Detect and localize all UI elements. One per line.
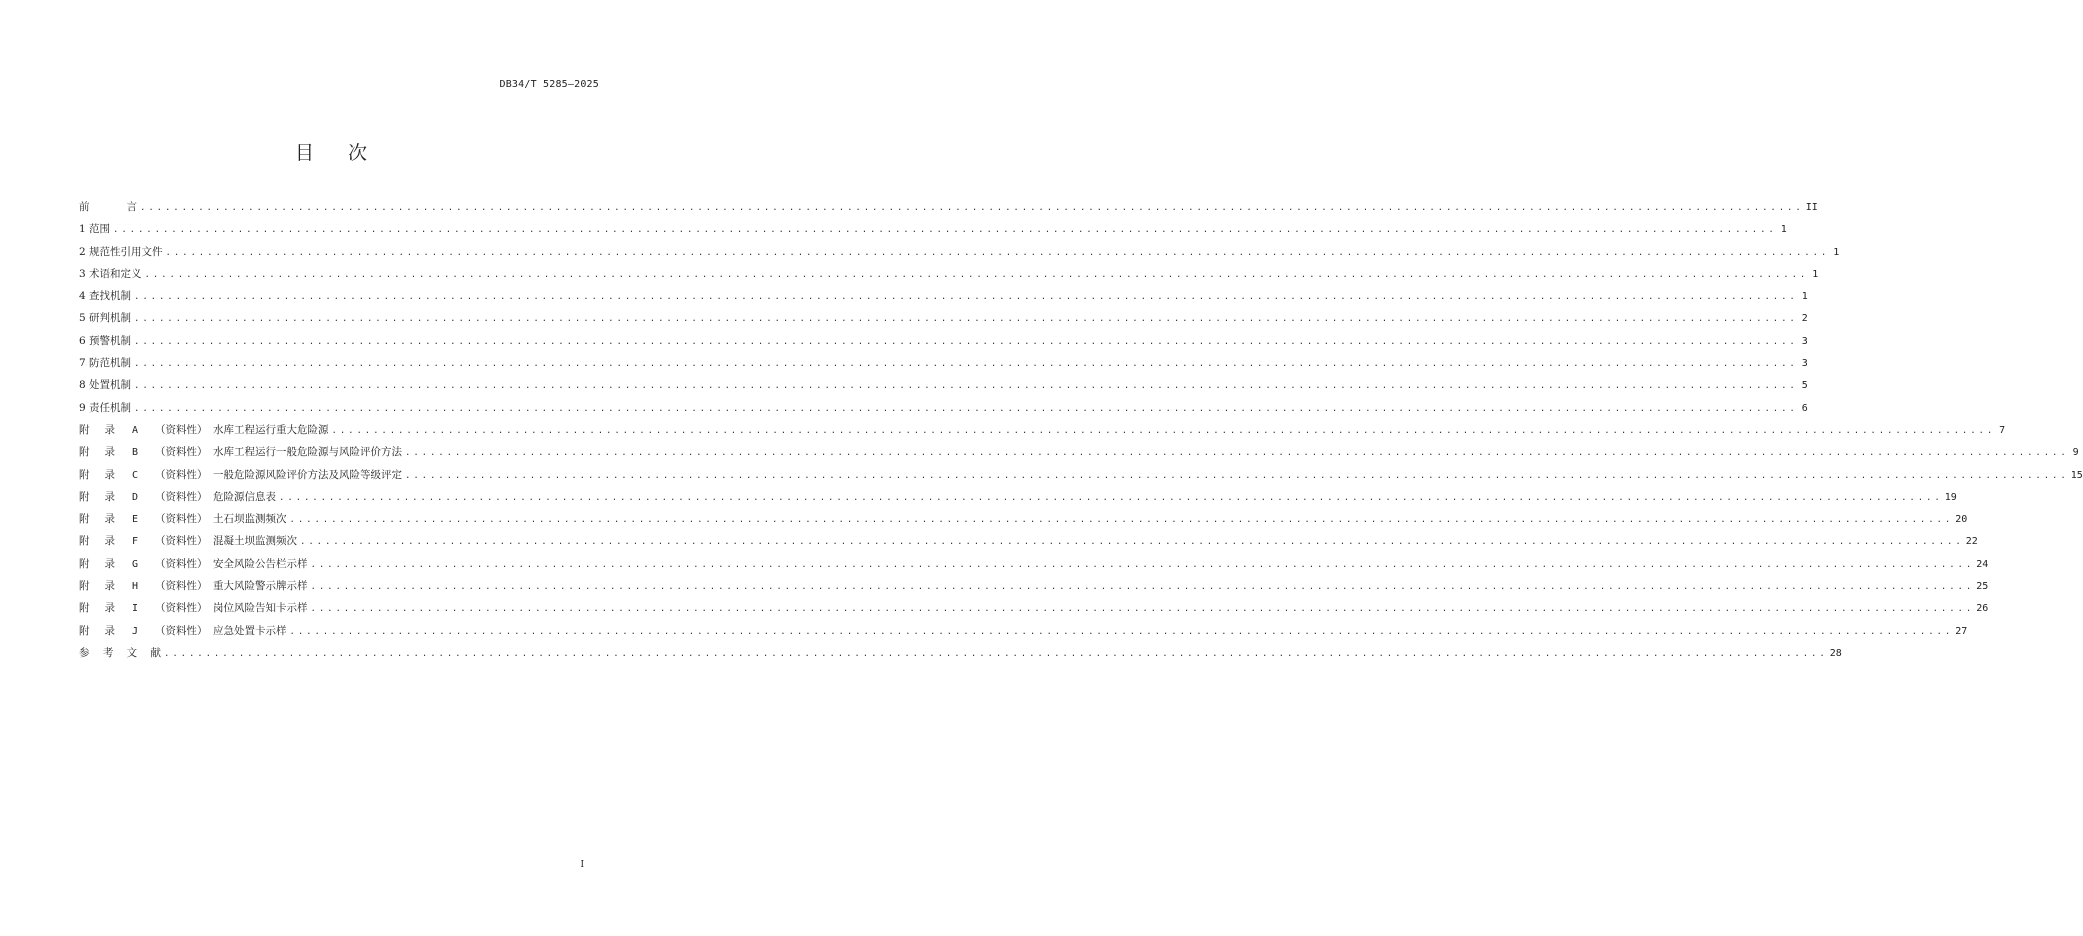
appendix-title: 重大风险警示牌示样 [213,580,308,593]
appendix-word: 附 录 [79,535,115,548]
toc-entry-section[interactable] [79,221,1787,243]
toc-entry-appendix[interactable] [79,556,1989,578]
appendix-letter: C [131,469,139,481]
toc-page-number: 5 [1801,380,1808,392]
appendix-letter: H [131,581,139,593]
title-char-2: 次 [348,142,368,164]
toc-entry-appendix[interactable] [79,533,1978,555]
appendix-type: （资料性） [155,624,208,637]
toc-label [79,444,402,459]
toc-page-number: 6 [1801,402,1808,414]
toc-page-number: 28 [1829,647,1842,659]
appendix-word: 附 录 [79,468,115,481]
toc-entry-appendix[interactable] [79,467,2083,489]
toc-label: 7 防范机制 [79,357,132,370]
toc-label [79,578,308,593]
appendix-type: （资料性） [155,580,208,593]
appendix-title: 危险源信息表 [213,490,276,503]
doc-code: DB34/T 5285—2025 [499,79,599,90]
appendix-type: （资料性） [155,423,208,436]
appendix-type: （资料性） [155,513,208,526]
toc-entry-appendix[interactable] [79,623,1968,645]
dot-leader: ........................................................................................................................................................................................................ [310,559,1975,570]
toc-entry-appendix[interactable] [79,511,1968,533]
toc-entry-section[interactable] [79,355,1808,377]
dot-leader: ........................................................................................................................................................................................................ [144,269,1809,280]
toc-entry-section[interactable] [79,333,1808,355]
toc-page-number: 25 [1976,581,1989,593]
toc-page-number: 26 [1976,603,1989,615]
appendix-letter: I [131,603,139,615]
dot-leader: ........................................................................................................................................................................................................ [134,359,1798,370]
dot-leader: ........................................................................................................................................................................................................ [134,381,1798,392]
toc-label: 4 查找机制 [79,290,132,303]
page-number: I [580,860,584,870]
appendix-type: （资料性） [155,557,208,570]
dot-leader: ........................................................................................................................................................................................................ [405,470,2069,481]
toc-page-number: 1 [1780,224,1787,236]
toc-entry-section[interactable] [79,400,1808,422]
toc-label: 3 术语和定义 [79,267,142,280]
toc-entry-appendix[interactable] [79,444,2079,466]
appendix-word: 附 录 [79,490,115,503]
toc-entry-section[interactable] [79,244,1840,266]
dot-leader: ........................................................................................................................................................................................................ [164,648,1828,659]
dot-leader: ........................................................................................................................................................................................................ [279,492,1943,503]
dot-leader: ........................................................................................................................................................................................................ [165,247,1830,258]
appendix-type: （资料性） [155,535,208,548]
appendix-title: 一般危险源风险评价方法及风险等级评定 [213,468,402,481]
appendix-word: 附 录 [79,557,115,570]
appendix-title: 应急处置卡示样 [213,624,287,637]
toc-label: 参 考 文 献 [79,646,161,659]
appendix-word: 附 录 [79,446,115,459]
appendix-letter: F [131,536,139,548]
appendix-title: 土石坝监测频次 [213,513,287,526]
appendix-letter: A [131,424,139,436]
dot-leader: ........................................................................................................................................................................................................ [310,604,1975,615]
toc-label [79,556,308,571]
dot-leader: ........................................................................................................................................................................................................ [134,292,1798,303]
title-char-1: 目 [294,142,314,164]
toc-page-number: 3 [1801,335,1808,347]
toc-page-number: 2 [1801,313,1808,325]
appendix-letter: E [131,514,139,526]
toc-page-number: 1 [1801,291,1808,303]
toc-entry-preface[interactable] [79,199,1818,221]
toc-page-number: 20 [1955,514,1968,526]
dot-leader: ........................................................................................................................................................................................................ [134,336,1798,347]
toc-label [79,623,287,638]
toc-label: 2 规范性引用文件 [79,245,163,258]
appendix-word: 附 录 [79,602,115,615]
table-of-contents [79,199,2083,667]
toc-entry-section[interactable] [79,310,1808,332]
toc-entry-appendix[interactable] [79,489,1957,511]
dot-leader: ........................................................................................................................................................................................................ [289,515,1954,526]
toc-label [79,489,276,504]
toc-page-number: 1 [1833,246,1840,258]
toc-entry-appendix[interactable] [79,422,2006,444]
appendix-title: 岗位风险告知卡示样 [213,602,308,615]
appendix-type: （资料性） [155,446,208,459]
appendix-type: （资料性） [155,490,208,503]
toc-page-number: 1 [1812,268,1819,280]
dot-leader: ........................................................................................................................................................................................................ [331,425,1996,436]
toc-entry-references[interactable] [79,645,1842,667]
appendix-word: 附 录 [79,423,115,436]
page-title [0,138,662,165]
appendix-letter: B [131,447,139,459]
appendix-title: 水库工程运行重大危险源 [213,423,329,436]
toc-label [79,467,402,482]
dot-leader: ........................................................................................................................................................................................................ [310,582,1975,593]
dot-leader: ........................................................................................................................................................................................................ [405,448,2069,459]
toc-label [79,600,308,615]
toc-label: 5 研判机制 [79,312,132,325]
appendix-title: 混凝土坝监测频次 [213,535,297,548]
appendix-title: 安全风险公告栏示样 [213,557,308,570]
dot-leader: ........................................................................................................................................................................................................ [134,403,1798,414]
appendix-type: （资料性） [155,602,208,615]
toc-label [79,422,329,437]
toc-entry-section[interactable] [79,288,1808,310]
toc-page-number: II [1805,202,1818,213]
toc-page-number: 24 [1976,558,1989,570]
toc-label [79,511,287,526]
dot-leader: ........................................................................................................................................................................................................ [113,225,1777,236]
appendix-type: （资料性） [155,468,208,481]
toc-label: 8 处置机制 [79,379,132,392]
toc-page-number: 19 [1944,491,1957,503]
toc-label: 6 预警机制 [79,334,132,347]
appendix-letter: J [131,625,139,637]
appendix-word: 附 录 [79,513,115,526]
appendix-letter: G [131,558,139,570]
toc-page-number: 7 [1999,424,2006,436]
dot-leader: ........................................................................................................................................................................................................ [140,203,1804,213]
dot-leader: ........................................................................................................................................................................................................ [134,314,1798,325]
appendix-letter: D [131,491,139,503]
toc-page-number: 15 [2070,469,2083,481]
toc-label [79,533,297,548]
dot-leader: ........................................................................................................................................................................................................ [300,537,1964,548]
toc-page-number: 22 [1965,536,1978,548]
appendix-word: 附 录 [79,580,115,593]
toc-label: 1 范围 [79,223,111,236]
toc-page-number: 27 [1955,625,1968,637]
toc-entry-appendix[interactable] [79,578,1989,600]
appendix-word: 附 录 [79,624,115,637]
toc-label: 前 言 [79,201,137,213]
toc-page-number: 3 [1801,358,1808,370]
dot-leader: ........................................................................................................................................................................................................ [289,626,1954,637]
appendix-title: 水库工程运行一般危险源与风险评价方法 [213,446,402,459]
toc-entry-section[interactable] [79,266,1819,288]
toc-entry-appendix[interactable] [79,600,1989,622]
toc-page-number: 9 [2072,447,2079,459]
toc-entry-section[interactable] [79,377,1808,399]
toc-label: 9 责任机制 [79,401,132,414]
